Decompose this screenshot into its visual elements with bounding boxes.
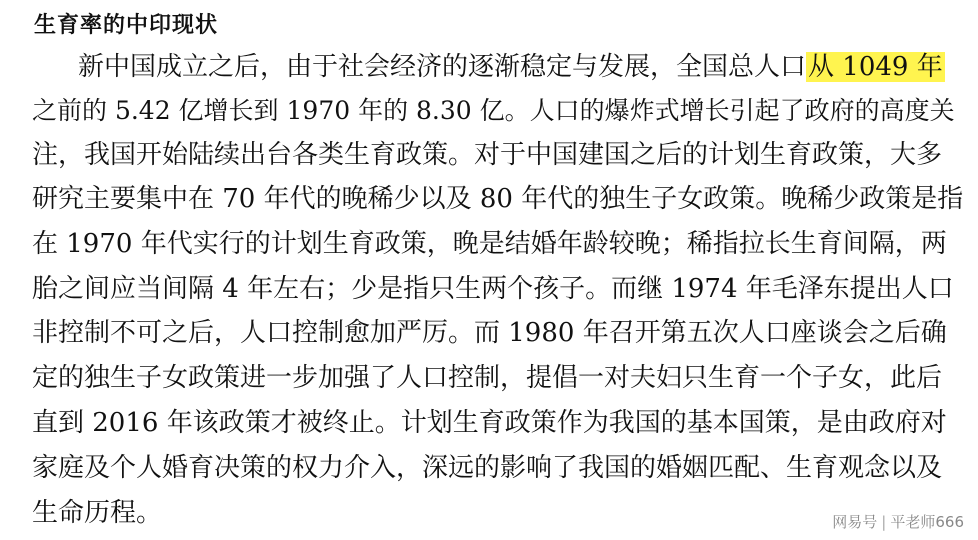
highlighted-text: 从 1049 年 (808, 52, 943, 82)
watermark-author: 平老师666 (890, 513, 964, 531)
paragraph-line-11: 生命历程。 (32, 498, 163, 528)
paragraph-line-8: 定的独生子女政策进一步加强了人口控制，提倡一对夫妇只生育一个子女，此后 (32, 363, 943, 393)
watermark (832, 511, 964, 532)
paragraph-line-6: 胎之间应当间隔 4 年左右；少是指只生两个孩子。而继 1974 年毛泽东提出人口 (32, 274, 954, 304)
paragraph-line-3: 注，我国开始陆续出台各类生育政策。对于中国建国之后的计划生育政策，大多 (32, 140, 943, 170)
section-heading: 生育率的中印现状 (34, 12, 219, 38)
watermark-separator: | (881, 513, 887, 531)
watermark-platform: 网易号 (832, 513, 878, 531)
paragraph-line-2: 之前的 5.42 亿增长到 1970 年的 8.30 亿。人口的爆炸式增长引起了政府的高度关 (32, 96, 955, 125)
paragraph-line-1-text: 新中国成立之后，由于社会经济的逐渐稳定与发展，全国总人口 (78, 52, 807, 82)
paragraph-line-5: 在 1970 年代实行的计划生育政策，晚是结婚年龄较晚；稀指拉长生育间隔，两 (32, 229, 947, 259)
paragraph-line-9: 直到 2016 年该政策才被终止。计划生育政策作为我国的基本国策，是由政府对 (32, 408, 947, 438)
paragraph-line-10: 家庭及个人婚育决策的权力介入，深远的影响了我国的婚姻匹配、生育观念以及 (32, 453, 943, 483)
paragraph-line-4: 研究主要集中在 70 年代的晚稀少以及 80 年代的独生子女政策。晚稀少政策是指 (32, 184, 964, 214)
paragraph-line-7: 非控制不可之后，人口控制愈加严厉。而 1980 年召开第五次人口座谈会之后确 (32, 318, 947, 348)
paragraph-line-1 (78, 54, 945, 80)
